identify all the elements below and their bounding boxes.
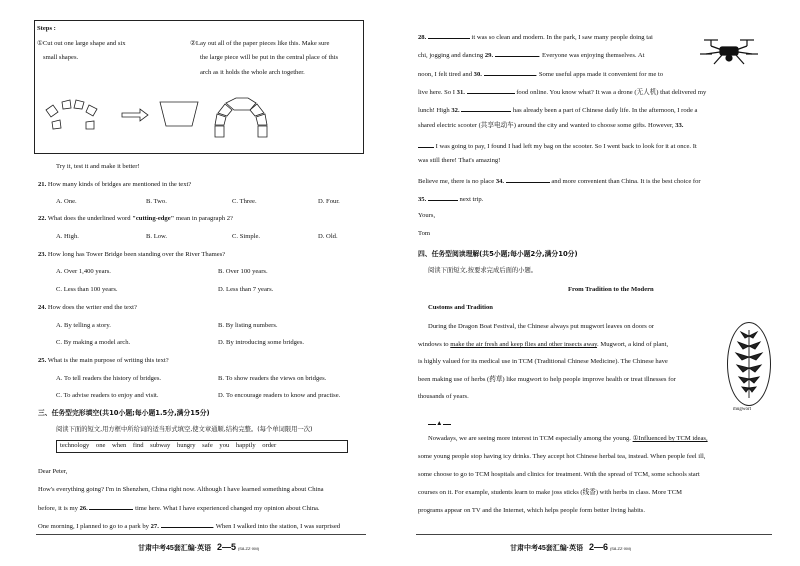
blank-number-32: 32. — [451, 107, 460, 114]
word-item: happily — [235, 442, 256, 449]
letter-signature: Tom — [418, 230, 430, 237]
triangle-icon: ▲ — [436, 420, 443, 427]
footer-divider — [36, 534, 366, 535]
right-page — [400, 0, 800, 566]
paragraph-1-line-3: is highly valued for its medical use in TCM (Traditional Chinese Medicine). The Chinese have — [418, 358, 668, 365]
option-23c[interactable]: C. Less than 100 years. — [56, 286, 118, 293]
option-21b[interactable]: B. Two. — [146, 198, 167, 205]
paragraph-1-line-2 — [418, 341, 668, 349]
question-22 — [38, 215, 233, 223]
text: . Everyone was enjoying themselves. At — [538, 52, 645, 59]
option-24d[interactable]: D. By introducing some bridges. — [218, 339, 305, 346]
blank-number-28: 28. — [418, 34, 427, 41]
question-text: What is the main purpose of writing this text? — [47, 357, 169, 364]
underlined-word: "cutting-edge" — [132, 215, 175, 222]
text: noon, I felt tired and — [418, 71, 474, 78]
letter-line-33 — [418, 122, 683, 130]
blank-number-30: 30. — [473, 71, 482, 78]
text: . When I walked into the station, I was surprised — [212, 523, 341, 530]
blank-number-34: 34. — [495, 178, 505, 185]
text: shared electric scooter (共享电动车) around the city and wanted to choose some gifts. However, — [418, 122, 676, 129]
paragraph-2-line-3: some choose to go to TCM hospitals and clinics for treatment. With the spread of TCM, some schools start — [418, 471, 700, 478]
step1-line2: small shapes. — [43, 54, 79, 61]
paragraph-1-line-1: During the Dragon Boat Festival, the Chinese always put mugwort leaves on doors or — [428, 323, 654, 330]
underlined-sentence: ①Influenced by TCM ideas, — [632, 435, 708, 442]
article-subtitle: Customs and Tradition — [428, 304, 493, 311]
footer-tag: (S8-ZZ·XM) — [237, 546, 260, 551]
letter-line-32 — [418, 104, 697, 115]
text: chi, jogging and dancing — [418, 52, 485, 59]
option-24a[interactable]: A. By telling a story. — [56, 322, 111, 329]
letter-line-35 — [418, 193, 483, 204]
blank-number-29: 29. — [484, 52, 494, 59]
text: lunch! High — [418, 107, 452, 114]
underlined-phrase: make the air fresh and keep flies and other insects away — [450, 341, 598, 348]
letter-line-34 — [418, 175, 701, 186]
question-text: How many kinds of bridges are mentioned in the text? — [47, 181, 192, 188]
step2-line3: arch as it holds the whole arch together. — [200, 69, 305, 76]
letter-salutation: Dear Peter, — [38, 468, 68, 475]
letter-line-1: How's everything going? I'm in Shenzhen, China right now. Although I have learned something about China — [38, 486, 324, 493]
blank-number-33: 33. — [675, 122, 684, 129]
section-3-instructions: 阅读下面的短文,用方框中所给词的适当形式填空,使文章通顺,结构完整。(每个单词限用一次) — [56, 426, 313, 433]
blank-29[interactable] — [495, 49, 539, 57]
text: windows to — [418, 341, 451, 348]
blank-27[interactable] — [161, 520, 213, 528]
blank-number-31: 31. — [456, 89, 465, 96]
paragraph-2-line-2: some young people stop having icy drinks. They accept hot Chinese herbal tea, instead. When people feel ill, — [418, 453, 706, 460]
option-24b[interactable]: B. By listing numbers. — [218, 322, 278, 329]
blank-35[interactable] — [428, 193, 458, 201]
question-text: How long has Tower Bridge been standing over the River Thames? — [47, 251, 226, 258]
option-25c[interactable]: C. To advise readers to enjoy and visit. — [56, 392, 159, 399]
footer-divider — [416, 534, 772, 535]
blank-31[interactable] — [467, 86, 515, 94]
word-item: one — [95, 442, 106, 449]
question-number: 22. — [38, 215, 47, 222]
question-text: How does the writer end the text? — [47, 304, 137, 311]
blank-34[interactable] — [506, 175, 550, 183]
paragraph-1-line-4: been making use of herbs (药草) like mugwort to help people improve health or treat illnesses for — [418, 376, 676, 383]
paragraph-2-line-5: programs appear on TV and the Internet, which helps people form better living habits. — [418, 507, 645, 514]
text: I was going to pay, I found I had left my bag on the scooter. So I went back to look for it at once. It — [435, 143, 697, 150]
text: live here. So I — [418, 89, 457, 96]
text: time here. What I have experienced changed my opinion about China. — [133, 505, 320, 512]
paragraph-2-line-4: courses on it. For example, students learn to make joss sticks (线香) with herbs in class. More TCM — [418, 489, 682, 496]
blank-33[interactable] — [418, 140, 434, 148]
blank-32[interactable] — [461, 104, 511, 112]
answer-blank-line — [428, 417, 451, 428]
word-box-words — [60, 442, 276, 450]
blank-26[interactable] — [89, 502, 133, 510]
word-item: safe — [202, 442, 213, 449]
step2-line1: ②Lay out all of the paper pieces like this. Make sure — [190, 40, 330, 47]
text: Believe me, there is no place — [418, 178, 496, 185]
text: One morning, I planned to go to a park by — [38, 523, 151, 530]
blank-number-26: 26. — [79, 505, 88, 512]
letter-line-31 — [418, 86, 706, 97]
steps-title: Steps : — [37, 25, 56, 32]
page-footer — [510, 542, 631, 554]
text: . Some useful apps made it convenient for me to — [535, 71, 664, 78]
question-25 — [38, 357, 169, 365]
text: next trip. — [457, 196, 484, 203]
paragraph-1-line-5: thousands of years. — [418, 393, 469, 400]
word-item: hungry — [176, 442, 196, 449]
option-23b[interactable]: B. Over 100 years. — [218, 268, 268, 275]
option-21c[interactable]: C. Three. — [232, 198, 257, 205]
footer-title: 甘肃中考45套汇编·英语 — [510, 545, 584, 552]
blank-number-35: 35. — [418, 196, 427, 203]
mugwort-icon — [727, 322, 771, 406]
option-22b[interactable]: B. Low. — [146, 233, 168, 240]
page-number: 2—5 — [216, 542, 236, 552]
letter-line-2 — [38, 502, 320, 513]
text: before, it is my — [38, 505, 80, 512]
try-line: Try it, test it and make it better! — [56, 163, 140, 170]
option-25d[interactable]: D. To encourage readers to know and practise. — [218, 392, 341, 399]
option-25b[interactable]: B. To show readers the views on bridges. — [218, 375, 327, 382]
large-piece-illustration — [156, 98, 202, 130]
option-22d[interactable]: D. Old. — [318, 233, 338, 240]
word-item: when — [112, 442, 127, 449]
option-24c[interactable]: C. By making a model arch. — [56, 339, 131, 346]
arrow-icon — [120, 105, 150, 125]
drone-icon — [698, 32, 760, 72]
page-footer — [138, 542, 259, 554]
mugwort-label: mugwort — [733, 407, 752, 412]
text: food online. You know what? It was a drone (无人机) that delivered my — [514, 89, 707, 96]
answer-blank-right[interactable] — [443, 417, 451, 425]
text: and more convenient than China. It is the best choice for — [549, 178, 701, 185]
blank-number-27: 27. — [150, 523, 159, 530]
paragraph-2-line-1 — [428, 435, 708, 443]
blank-28[interactable] — [428, 31, 470, 39]
blank-30[interactable] — [484, 68, 536, 76]
section-4-instructions: 阅读下面短文,按要求完成后面的小题。 — [428, 267, 538, 274]
text: has already been a part of Chinese daily life. In the afternoon, I rode a — [511, 107, 698, 114]
letter-line-29 — [418, 49, 644, 60]
step1-line1: ①Cut out one large shape and six — [37, 40, 126, 47]
question-24 — [38, 304, 137, 312]
text: it was so clean and modern. In the park, I saw many people doing tai — [469, 34, 653, 41]
option-21d[interactable]: D. Four. — [318, 198, 340, 205]
arch-illustration — [212, 92, 272, 142]
text: Nowadays, we are seeing more interest in TCM especially among the young. — [428, 435, 633, 442]
option-25a[interactable]: A. To tell readers the history of bridges. — [56, 375, 162, 382]
text: . Mugwort, a kind of plant, — [597, 341, 669, 348]
article-title: From Tradition to the Modern — [568, 286, 654, 293]
option-23a[interactable]: A. Over 1,400 years. — [56, 268, 111, 275]
word-item: you — [219, 442, 230, 449]
letter-line-3 — [38, 520, 340, 531]
section-4-heading: 四、任务型阅读理解(共5小题;每小题2分,满分10分) — [418, 250, 578, 258]
letter-line-8: was still there! That's amazing! — [418, 157, 501, 164]
word-item: subway — [150, 442, 171, 449]
word-item: order — [262, 442, 277, 449]
letter-line-30 — [418, 68, 663, 79]
question-21 — [38, 181, 191, 189]
option-22c[interactable]: C. Simple. — [232, 233, 261, 240]
option-23d[interactable]: D. Less than 7 years. — [218, 286, 274, 293]
question-number: 25. — [38, 357, 47, 364]
footer-tag: (S8-ZZ·XM) — [609, 546, 632, 551]
option-21a[interactable]: A. One. — [56, 198, 77, 205]
footer-title: 甘肃中考45套汇编·英语 — [138, 545, 212, 552]
question-text-pre: What does the underlined word — [47, 215, 133, 222]
letter-closing: Yours, — [418, 212, 436, 219]
small-pieces-illustration — [44, 96, 106, 132]
question-number: 24. — [38, 304, 47, 311]
question-number: 21. — [38, 181, 47, 188]
section-3-heading: 三、任务型完形填空(共10小题;每小题1.5分,满分15分) — [38, 409, 210, 417]
page-number: 2—6 — [588, 542, 608, 552]
blank-33-line — [418, 140, 697, 151]
question-text-post: mean in paragraph 2? — [174, 215, 233, 222]
question-23 — [38, 251, 225, 259]
option-22a[interactable]: A. High. — [56, 233, 79, 240]
letter-line-28 — [418, 31, 653, 42]
word-item: find — [132, 442, 144, 449]
word-item: technology — [60, 442, 90, 449]
step2-line2: the large piece will be put in the central place of this — [200, 54, 339, 61]
question-number: 23. — [38, 251, 47, 258]
answer-blank-left[interactable] — [428, 417, 436, 425]
